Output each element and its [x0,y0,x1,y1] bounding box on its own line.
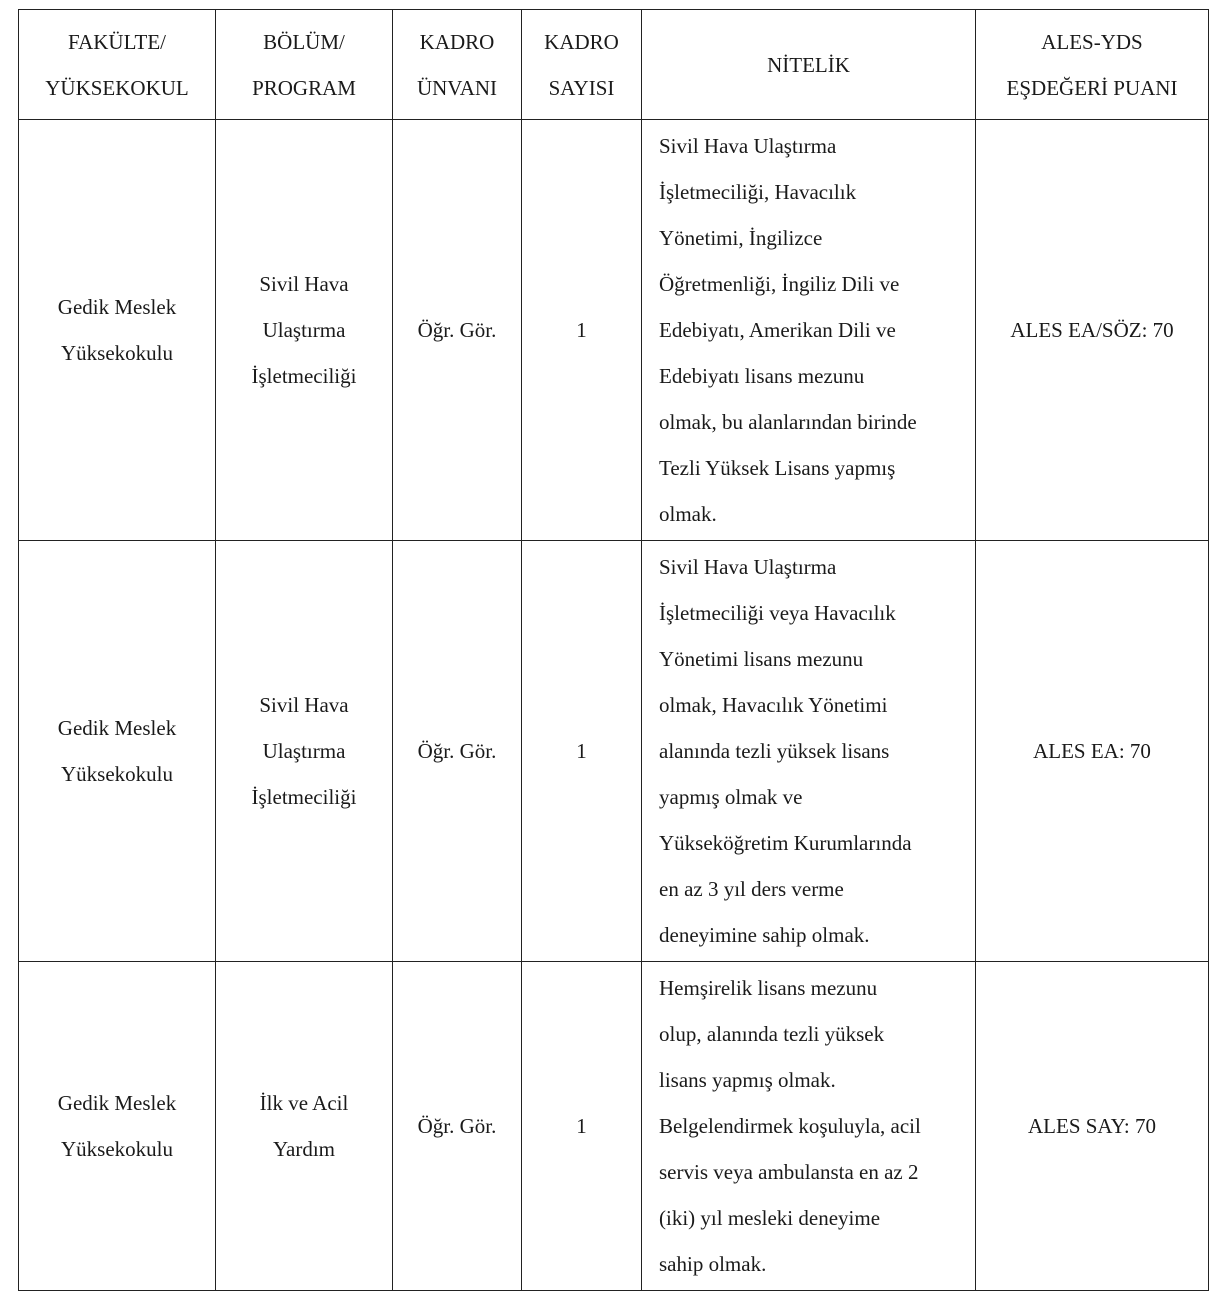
cell-qualification: Hemşirelik lisans mezunu olup, alanında tezli yüksek lisans yapmış olmak. Belgelendirmek koşuluyla, acil servis veya ambulansta en az 2 (iki) yıl mesleki deneyime sahip olmak. [642,962,976,1291]
header-count: KADRO SAYISI [522,10,642,120]
header-faculty: FAKÜLTE/ YÜKSEKOKUL [19,10,216,120]
cell-program: Sivil Hava Ulaştırma İşletmeciliği [216,541,393,962]
cell-count: 1 [522,962,642,1291]
cell-qualification: Sivil Hava Ulaştırma İşletmeciliği veya Havacılık Yönetimi lisans mezunu olmak, Havacılık Yönetimi alanında tezli yüksek lisans yapmış olmak ve Yükseköğretim Kurumlarında en az 3 yıl ders verme deneyimine sahip olmak. [642,541,976,962]
cell-title: Öğr. Gör. [393,541,522,962]
cell-count: 1 [522,120,642,541]
header-title: KADRO ÜNVANI [393,10,522,120]
cell-program: İlk ve Acil Yardım [216,962,393,1291]
header-row [19,10,1209,120]
header-qualification: NİTELİK [642,10,976,120]
cell-program: Sivil Hava Ulaştırma İşletmeciliği [216,120,393,541]
cell-qualification: Sivil Hava Ulaştırma İşletmeciliği, Havacılık Yönetimi, İngilizce Öğretmenliği, İngiliz Dili ve Edebiyatı, Amerikan Dili ve Edebiyatı lisans mezunu olmak, bu alanlarından birinde Tezli Yüksek Lisans yapmış olmak. [642,120,976,541]
header-score: ALES-YDS EŞDEĞERİ PUANI [976,10,1209,120]
table-row [19,962,1209,1291]
cell-title: Öğr. Gör. [393,120,522,541]
table-row [19,541,1209,962]
cell-title: Öğr. Gör. [393,962,522,1291]
cell-score: ALES EA/SÖZ: 70 [976,120,1209,541]
cell-faculty: Gedik Meslek Yüksekokulu [19,120,216,541]
cell-score: ALES EA: 70 [976,541,1209,962]
table-row [19,120,1209,541]
cell-faculty: Gedik Meslek Yüksekokulu [19,962,216,1291]
cell-score: ALES SAY: 70 [976,962,1209,1291]
positions-table [18,9,1209,1291]
header-program: BÖLÜM/ PROGRAM [216,10,393,120]
cell-count: 1 [522,541,642,962]
cell-faculty: Gedik Meslek Yüksekokulu [19,541,216,962]
